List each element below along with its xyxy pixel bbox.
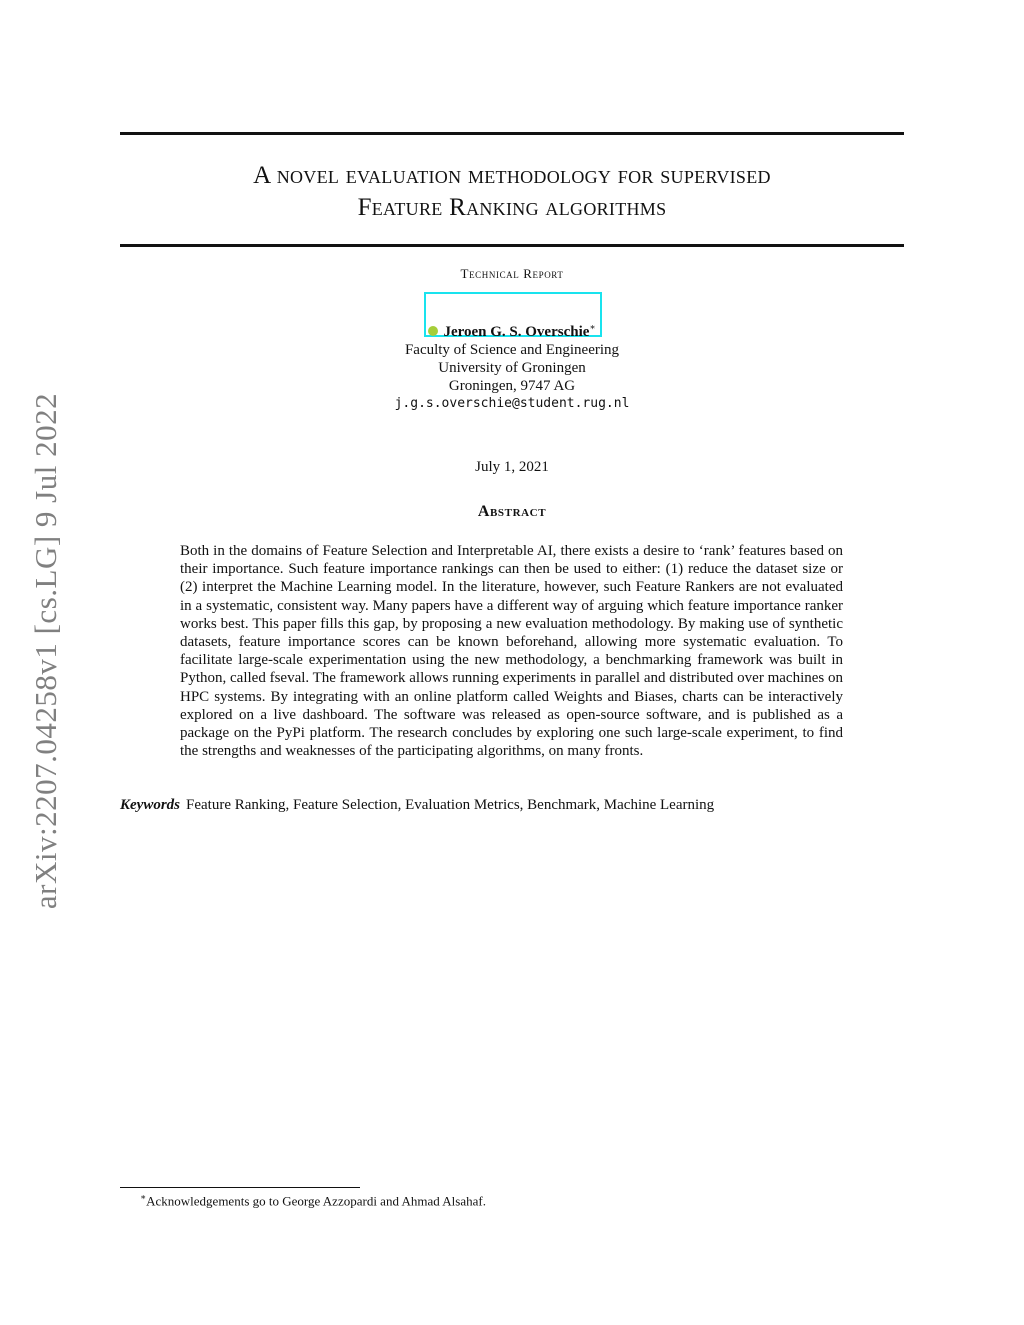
abstract-body: Both in the domains of Feature Selection and Interpretable AI, there exists a desire to ‘rank’ features based on their importance. Such feature importance rankings can then be used to either: (1) reduce the dataset size or (2) interpret the Machine Learning model. In the literature, however, such Feature Rankers are not evaluated in a systematic, consistent way. Many papers have a different way of arguing which feature importance ranker works best. This paper fills this gap, by proposing a new evaluation methodology. By making use of synthetic datasets, feature importance scores can be known beforehand, allowing more systematic evaluation. To facilitate large-scale experimentation using the new methodology, a benchmarking framework was built in Python, called fseval. The framework allows running experiments in parallel and distributed over machines on HPC systems. By integrating with an online platform called Weights and Biases, charts can be interactively explored on a live dashboard. The software was released as open-source software, and is published as a package on the PyPi platform. The research concludes by exploring one such large-scale experiment, to find the strengths and weaknesses of the participating algorithms, on many fronts. bbox=[180, 543, 843, 760]
keywords-text: Feature Ranking, Feature Selection, Evaluation Metrics, Benchmark, Machine Learning bbox=[186, 797, 715, 813]
keywords-label: Keywords bbox=[120, 797, 180, 813]
author-name-row bbox=[120, 318, 904, 341]
paper-title bbox=[120, 160, 904, 224]
arxiv-stamp[interactable]: arXiv:2207.04258v1 [cs.LG] 9 Jul 2022 bbox=[28, 392, 63, 910]
author-affiliation: Faculty of Science and Engineering bbox=[404, 342, 620, 358]
footnote-mark: ∗ bbox=[140, 1192, 147, 1202]
paper-title-line-1: A novel evaluation methodology for supervised bbox=[253, 162, 771, 189]
paper-date: July 1, 2021 bbox=[475, 459, 549, 475]
title-rule-top bbox=[120, 132, 904, 135]
author-footnote-mark[interactable]: ∗ bbox=[589, 322, 596, 332]
report-type: Technical Report bbox=[460, 266, 564, 281]
author-email[interactable]: j.g.s.overschie@student.rug.nl bbox=[394, 396, 630, 411]
author-university: University of Groningen bbox=[438, 360, 586, 376]
title-rule-bottom bbox=[120, 244, 904, 247]
paper-title-line-2: Feature Ranking algorithms bbox=[357, 194, 667, 221]
author-block bbox=[120, 318, 904, 413]
footnote-rule bbox=[120, 1187, 360, 1188]
orcid-icon[interactable] bbox=[428, 326, 438, 336]
footnote bbox=[140, 1192, 486, 1209]
author-name[interactable]: Jeroen G. S. Overschie bbox=[443, 324, 590, 340]
keywords bbox=[120, 797, 904, 814]
abstract-heading: Abstract bbox=[477, 503, 547, 520]
author-location: Groningen, 9747 AG bbox=[448, 378, 576, 394]
footnote-text: Acknowledgements go to George Azzopardi and Ahmad Alsahaf. bbox=[146, 1193, 486, 1209]
